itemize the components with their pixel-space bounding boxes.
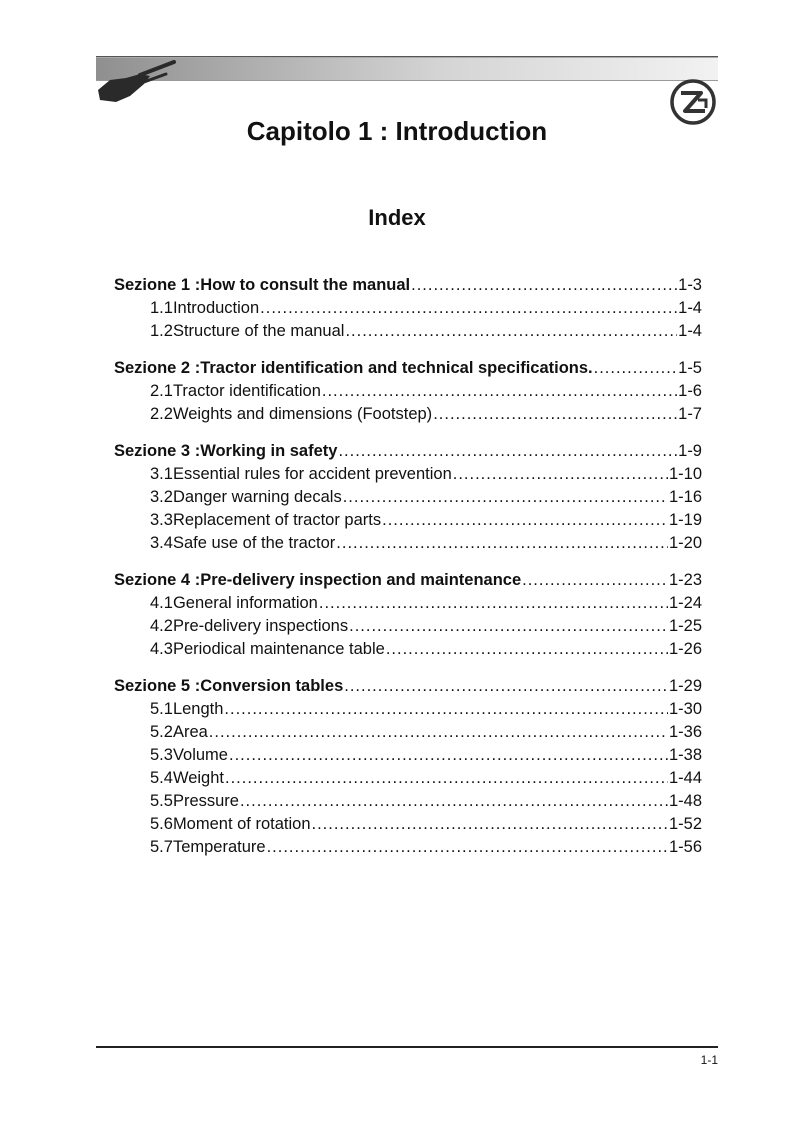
toc-entry[interactable] [114, 532, 702, 555]
entry-number: 3.3 [150, 511, 173, 529]
leader-dots [386, 638, 668, 661]
entry-title: Pressure [172, 792, 239, 810]
toc-entry[interactable] [114, 403, 702, 426]
toc-section-heading[interactable] [114, 357, 702, 380]
page-ref: 1-30 [668, 700, 702, 718]
leader-dots [336, 532, 668, 555]
page-ref: 1-10 [668, 465, 702, 483]
leader-dots [319, 592, 668, 615]
page-ref: 1-19 [668, 511, 702, 529]
section-title: Pre-delivery inspection and maintenance [200, 571, 522, 589]
index-title: Index [368, 205, 426, 230]
entry-number: 3.4 [150, 534, 173, 552]
leader-dots [225, 767, 668, 790]
page-ref: 1-20 [668, 534, 702, 552]
page-ref: 1-3 [678, 276, 702, 294]
toc-entry[interactable] [114, 380, 702, 403]
page-ref: 1-25 [668, 617, 702, 635]
page-ref: 1-7 [678, 405, 702, 423]
entry-title: Moment of rotation [172, 815, 311, 833]
toc-entry[interactable] [114, 638, 702, 661]
entry-number: 2.1 [150, 382, 173, 400]
entry-title: Tractor identification [172, 382, 321, 400]
entry-number: 5.1 [150, 700, 173, 718]
page-ref: 1-4 [678, 299, 702, 317]
entry-title: Area [172, 723, 208, 741]
toc-entry[interactable] [114, 721, 702, 744]
page-ref: 1-26 [668, 640, 702, 658]
leader-dots [522, 569, 668, 592]
page-ref: 1-56 [668, 838, 702, 856]
toc-entry[interactable] [114, 767, 702, 790]
toc-section-heading[interactable] [114, 274, 702, 297]
entry-number: 4.3 [150, 640, 173, 658]
section-label: Sezione 1 : [114, 276, 201, 294]
leader-dots [267, 836, 668, 859]
header-band [96, 56, 718, 106]
entry-title: Volume [172, 746, 228, 764]
entry-title: Weights and dimensions (Footstep) [172, 405, 433, 423]
toc-section-heading[interactable] [114, 569, 702, 592]
section-title: Working in safety [200, 442, 338, 460]
entry-title: Temperature [172, 838, 266, 856]
entry-number: 4.1 [150, 594, 173, 612]
leader-dots [224, 698, 668, 721]
page-ref: 1-38 [668, 746, 702, 764]
entry-number: 4.2 [150, 617, 173, 635]
leader-dots [260, 297, 677, 320]
toc-entry[interactable] [114, 790, 702, 813]
toc-entry[interactable] [114, 486, 702, 509]
leader-dots [240, 790, 668, 813]
entry-title: General information [172, 594, 318, 612]
page-ref: 1-48 [668, 792, 702, 810]
toc-section-4 [114, 569, 702, 661]
toc-entry[interactable] [114, 297, 702, 320]
entry-title: Weight [172, 769, 224, 787]
section-title: How to consult the manual [200, 276, 411, 294]
chapter-title: Capitolo 1 : Introduction [246, 116, 548, 146]
page-number: 1-1 [700, 1053, 718, 1067]
table-of-contents [114, 274, 702, 873]
entry-number: 5.6 [150, 815, 173, 833]
entry-number: 5.4 [150, 769, 173, 787]
toc-entry[interactable] [114, 615, 702, 638]
section-label: Sezione 2 : [114, 359, 201, 377]
section-label: Sezione 3 : [114, 442, 201, 460]
entry-title: Structure of the manual [172, 322, 345, 340]
page-ref: 1-4 [678, 322, 702, 340]
page-ref: 1-6 [678, 382, 702, 400]
page-ref: 1-52 [668, 815, 702, 833]
page-ref: 1-23 [668, 571, 702, 589]
toc-entry[interactable] [114, 592, 702, 615]
entry-number: 3.2 [150, 488, 173, 506]
toc-entry[interactable] [114, 509, 702, 532]
section-label: Sezione 5 : [114, 677, 201, 695]
page-ref: 1-24 [668, 594, 702, 612]
entry-number: 1.2 [150, 322, 173, 340]
leader-dots [594, 357, 678, 380]
toc-entry[interactable] [114, 698, 702, 721]
leader-dots [349, 615, 668, 638]
entry-title: Replacement of tractor parts [172, 511, 382, 529]
page-ref: 1-44 [668, 769, 702, 787]
leader-dots [453, 463, 668, 486]
page-ref: 1-16 [668, 488, 702, 506]
toc-entry[interactable] [114, 744, 702, 767]
entry-title: Safe use of the tractor [172, 534, 336, 552]
entry-title: Essential rules for accident prevention [172, 465, 452, 483]
entry-number: 5.7 [150, 838, 173, 856]
leader-dots [229, 744, 668, 767]
entry-number: 5.2 [150, 723, 173, 741]
page-ref: 1-36 [668, 723, 702, 741]
leader-dots [344, 675, 668, 698]
leader-dots [338, 440, 677, 463]
toc-entry[interactable] [114, 813, 702, 836]
entry-number: 2.2 [150, 405, 173, 423]
leader-dots [382, 509, 668, 532]
leader-dots [312, 813, 668, 836]
entry-number: 3.1 [150, 465, 173, 483]
toc-entry[interactable] [114, 836, 702, 859]
toc-section-2 [114, 357, 702, 426]
entry-title: Periodical maintenance table [172, 640, 385, 658]
leader-dots [345, 320, 677, 343]
toc-section-heading[interactable] [114, 440, 702, 463]
entry-title: Danger warning decals [172, 488, 342, 506]
page-ref: 1-5 [678, 359, 702, 377]
toc-section-heading[interactable] [114, 675, 702, 698]
toc-entry[interactable] [114, 463, 702, 486]
footer-divider [96, 1046, 718, 1048]
leader-dots [411, 274, 677, 297]
entry-number: 1.1 [150, 299, 173, 317]
leader-dots [322, 380, 677, 403]
leader-dots [433, 403, 677, 426]
toc-section-3 [114, 440, 702, 555]
section-label: Sezione 4 : [114, 571, 201, 589]
page-ref: 1-9 [678, 442, 702, 460]
page-ref: 1-29 [668, 677, 702, 695]
header-band-graphic [96, 56, 718, 106]
section-title: Tractor identification and technical specifications. [200, 359, 593, 377]
entry-number: 5.3 [150, 746, 173, 764]
leader-dots [343, 486, 668, 509]
entry-title: Length [172, 700, 224, 718]
toc-entry[interactable] [114, 320, 702, 343]
entry-number: 5.5 [150, 792, 173, 810]
entry-title: Introduction [172, 299, 260, 317]
toc-section-1 [114, 274, 702, 343]
section-title: Conversion tables [200, 677, 344, 695]
leader-dots [209, 721, 668, 744]
entry-title: Pre-delivery inspections [172, 617, 349, 635]
toc-section-5 [114, 675, 702, 859]
